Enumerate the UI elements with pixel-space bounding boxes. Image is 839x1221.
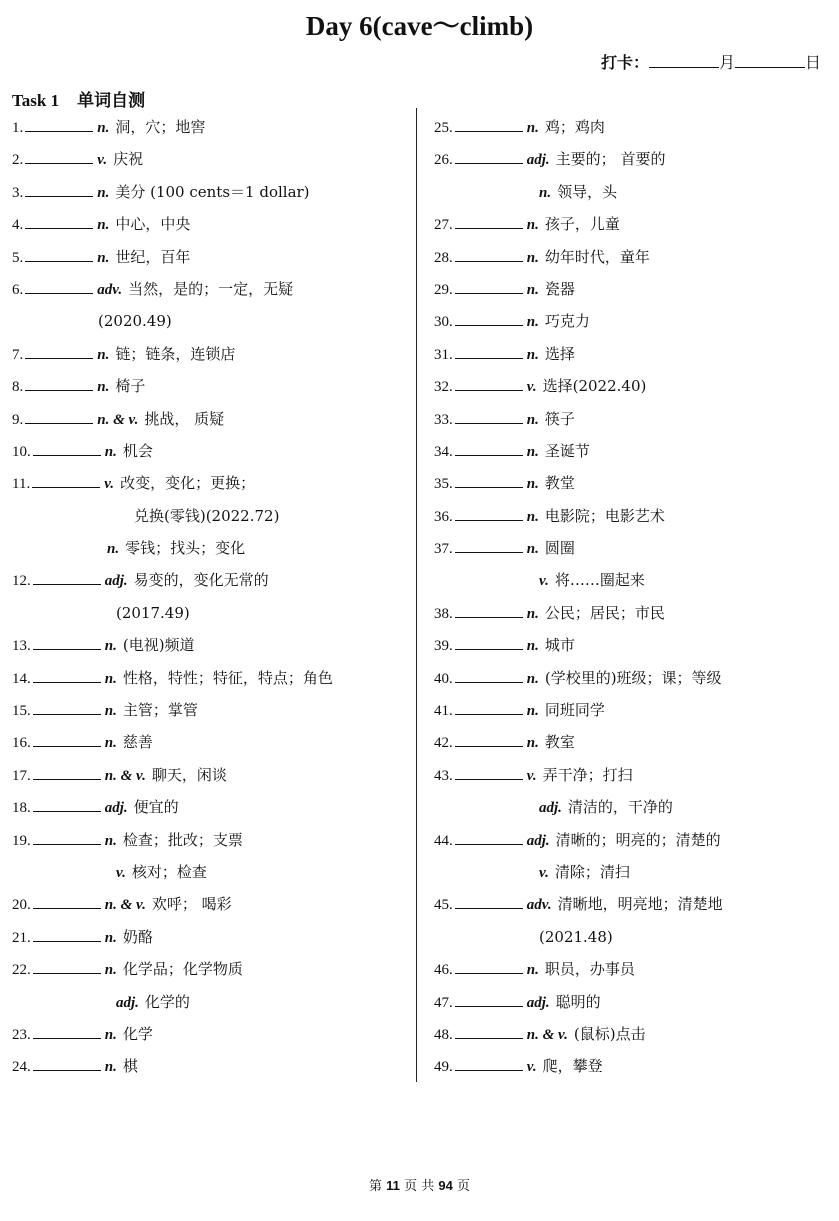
vocab-item: [12, 439, 407, 471]
item-number: 38.: [434, 605, 453, 622]
item-number: 47.: [434, 994, 453, 1011]
vocab-item: [12, 1022, 407, 1054]
answer-blank[interactable]: [455, 700, 523, 715]
part-of-speech: n.: [97, 379, 110, 396]
part-of-speech: v.: [526, 1059, 537, 1076]
item-number: 4.: [12, 217, 24, 234]
answer-blank[interactable]: [455, 376, 523, 391]
part-of-speech: v.: [526, 379, 537, 396]
part-of-speech: v.: [116, 864, 126, 881]
answer-blank[interactable]: [455, 311, 523, 326]
part-of-speech: v.: [526, 767, 537, 784]
part-of-speech: adj.: [526, 832, 550, 849]
part-of-speech: n.: [526, 476, 539, 493]
word-meaning: 挑战， 质疑: [144, 409, 225, 428]
part-of-speech: n.: [97, 184, 110, 201]
word-meaning: 城市: [544, 636, 575, 655]
word-meaning: 领导，头: [557, 182, 618, 201]
word-meaning: 当然，是的；一定，无疑: [128, 279, 294, 298]
word-meaning: 幼年时代，童年: [544, 247, 650, 266]
vocab-item: [12, 957, 407, 989]
word-meaning: 教堂: [544, 474, 575, 493]
page-title: Day 6(cave～climb): [305, 11, 534, 41]
answer-blank[interactable]: [33, 765, 101, 780]
item-number: 37.: [434, 541, 453, 558]
vocab-item: [12, 698, 407, 730]
vocab-item: [434, 115, 829, 147]
part-of-speech: n.: [104, 832, 117, 849]
item-number: 48.: [434, 1026, 453, 1043]
answer-blank[interactable]: [33, 894, 101, 909]
answer-blank[interactable]: [33, 797, 101, 812]
answer-blank[interactable]: [33, 570, 101, 585]
word-meaning: 瓷器: [544, 279, 575, 298]
vocab-item-continuation: [434, 180, 829, 212]
vocab-item-continuation: [434, 568, 829, 600]
vocab-item: [434, 1022, 829, 1054]
answer-blank[interactable]: [33, 1024, 101, 1039]
word-meaning: (学校里的)班级；课；等级: [544, 668, 722, 687]
word-meaning: 教室: [544, 733, 575, 752]
vocab-item-continuation: [434, 925, 829, 957]
word-meaning: 零钱；找头；变化: [125, 539, 246, 558]
word-meaning: 化学: [122, 1024, 153, 1043]
footer-page-number: 11: [386, 1178, 400, 1193]
vocab-item: [434, 698, 829, 730]
vocab-item: [434, 990, 829, 1022]
word-meaning: 孩子，儿童: [544, 215, 620, 234]
part-of-speech: n.: [526, 638, 539, 655]
vocab-item: [434, 342, 829, 374]
item-number: 5.: [12, 249, 24, 266]
word-meaning: 改变，变化；更换；: [120, 474, 256, 493]
part-of-speech: adj.: [104, 800, 128, 817]
word-meaning: 世纪，百年: [115, 247, 191, 266]
left-column: [12, 115, 407, 1087]
word-meaning: 奶酪: [122, 927, 153, 946]
answer-blank[interactable]: [25, 149, 93, 164]
answer-blank[interactable]: [455, 603, 523, 618]
vocab-item: [12, 892, 407, 924]
month-blank[interactable]: [649, 53, 719, 68]
part-of-speech: n.: [526, 217, 539, 234]
item-number: 41.: [434, 703, 453, 720]
vocab-item: [434, 147, 829, 179]
item-number: 17.: [12, 767, 31, 784]
vocab-item: [434, 633, 829, 665]
item-number: 14.: [12, 670, 31, 687]
word-meaning: 职员，办事员: [544, 960, 635, 979]
vocab-item: [434, 828, 829, 860]
word-meaning: 聊天，闲谈: [151, 765, 227, 784]
answer-blank[interactable]: [33, 732, 101, 747]
item-number: 40.: [434, 670, 453, 687]
item-number: 15.: [12, 703, 31, 720]
item-number: 46.: [434, 962, 453, 979]
month-label: 月: [718, 53, 735, 72]
word-meaning: 同班同学: [544, 701, 605, 720]
item-number: 29.: [434, 281, 453, 298]
vocab-item: [12, 342, 407, 374]
vocab-item: [434, 601, 829, 633]
vocab-item: [12, 666, 407, 698]
item-number: 35.: [434, 476, 453, 493]
answer-blank[interactable]: [455, 473, 523, 488]
vocab-item: [434, 309, 829, 341]
vocab-item: [434, 504, 829, 536]
word-meaning: 主管；掌管: [122, 701, 198, 720]
word-meaning: 便宜的: [133, 798, 179, 817]
part-of-speech: n.: [526, 508, 539, 525]
part-of-speech: v.: [97, 152, 108, 169]
vocab-item: [12, 115, 407, 147]
right-column: [434, 115, 829, 1087]
vocab-item: [12, 568, 407, 600]
item-number: 10.: [12, 443, 31, 460]
footer-prefix: 第: [369, 1179, 383, 1194]
word-meaning: 筷子: [544, 409, 575, 428]
item-number: 33.: [434, 411, 453, 428]
answer-blank[interactable]: [455, 247, 523, 262]
part-of-speech: n.: [97, 346, 110, 363]
part-of-speech: adj.: [526, 152, 550, 169]
word-meaning: 化学的: [144, 992, 190, 1011]
word-meaning: 清除；清扫: [554, 862, 630, 881]
part-of-speech: adj.: [526, 994, 550, 1011]
part-of-speech: n.: [107, 541, 120, 558]
column-divider: [416, 108, 417, 1082]
word-meaning: 洞，穴；地窖: [115, 118, 206, 136]
part-of-speech: n.: [526, 670, 539, 687]
answer-blank[interactable]: [455, 214, 523, 229]
part-of-speech: n. & v.: [526, 1026, 568, 1043]
vocab-item-continuation: [12, 990, 407, 1022]
word-meaning: 核对；检查: [131, 862, 207, 881]
vocab-item: [12, 374, 407, 406]
part-of-speech: n.: [539, 184, 552, 201]
part-of-speech: adj.: [539, 800, 562, 817]
answer-blank[interactable]: [455, 992, 523, 1007]
word-meaning: 机会: [122, 441, 153, 460]
answer-blank[interactable]: [455, 538, 523, 553]
part-of-speech: n.: [104, 1026, 117, 1043]
word-meaning: 选择: [544, 344, 575, 363]
vocab-item: [434, 439, 829, 471]
word-meaning: 庆祝: [113, 150, 144, 169]
word-meaning: 椅子: [115, 377, 146, 396]
answer-blank[interactable]: [455, 409, 523, 424]
part-of-speech: n.: [526, 541, 539, 558]
vocab-item: [434, 730, 829, 762]
vocab-item: [12, 730, 407, 762]
word-meaning: 清晰的；明亮的；清楚的: [555, 830, 721, 849]
vocab-item-continuation: [12, 860, 407, 892]
answer-blank[interactable]: [455, 894, 523, 909]
footer-total-pages: 94: [438, 1178, 453, 1193]
word-meaning: 棋: [122, 1057, 138, 1076]
answer-blank[interactable]: [455, 830, 523, 845]
answer-blank[interactable]: [455, 959, 523, 974]
part-of-speech: n.: [526, 120, 539, 136]
vocab-item-continuation: [434, 795, 829, 827]
word-meaning: 易变的，变化无常的: [133, 571, 269, 590]
item-number: 36.: [434, 508, 453, 525]
item-number: 24.: [12, 1059, 31, 1076]
part-of-speech: n.: [104, 670, 117, 687]
answer-blank[interactable]: [32, 473, 100, 488]
vocab-item: [434, 374, 829, 406]
word-meaning: 检查；批改；支票: [122, 830, 243, 849]
answer-blank[interactable]: [455, 441, 523, 456]
vocab-item: [434, 245, 829, 277]
part-of-speech: n.: [526, 443, 539, 460]
word-meaning: 美分 (100 cents＝1 dollar): [115, 182, 310, 201]
part-of-speech: n.: [104, 703, 117, 720]
vocab-item: [12, 212, 407, 244]
vocab-item-continuation: [12, 536, 407, 568]
item-number: 16.: [12, 735, 31, 752]
item-number: 45.: [434, 897, 453, 914]
answer-blank[interactable]: [33, 700, 101, 715]
vocab-item: [12, 1054, 407, 1086]
item-number: 26.: [434, 152, 453, 169]
item-number: 18.: [12, 800, 31, 817]
item-number: 20.: [12, 897, 31, 914]
vocab-item: [12, 471, 407, 503]
item-number: 31.: [434, 346, 453, 363]
answer-blank[interactable]: [25, 182, 93, 197]
word-meaning: 主要的； 首要的: [555, 150, 666, 169]
answer-blank[interactable]: [25, 409, 93, 424]
footer-suffix: 页: [456, 1179, 470, 1194]
answer-blank[interactable]: [455, 117, 523, 132]
item-number: 27.: [434, 217, 453, 234]
word-meaning: 选择(2022.40): [542, 377, 647, 396]
word-meaning: (2021.48): [539, 927, 613, 946]
vocab-item: [434, 892, 829, 924]
word-meaning: (鼠标)点击: [573, 1024, 646, 1043]
part-of-speech: n.: [97, 249, 110, 266]
checkin-label: 打卡：: [600, 53, 649, 72]
word-meaning: 欢呼； 喝彩: [151, 895, 232, 914]
word-meaning: 清晰地，明亮地；清楚地: [557, 895, 723, 914]
item-number: 3.: [12, 184, 24, 201]
part-of-speech: n.: [526, 249, 539, 266]
part-of-speech: n.: [526, 346, 539, 363]
answer-blank[interactable]: [455, 344, 523, 359]
checkin-line: [601, 50, 821, 73]
word-meaning: (2020.49): [98, 312, 172, 331]
vocab-item: [434, 277, 829, 309]
word-meaning: 兑换(零钱)(2022.72): [134, 506, 280, 525]
part-of-speech: n.: [104, 638, 117, 655]
vocab-item: [12, 277, 407, 309]
vocab-item: [12, 763, 407, 795]
part-of-speech: n. & v.: [104, 767, 146, 784]
answer-blank[interactable]: [455, 506, 523, 521]
answer-blank[interactable]: [33, 668, 101, 683]
part-of-speech: n.: [526, 605, 539, 622]
vocab-item: [12, 147, 407, 179]
vocab-item: [12, 795, 407, 827]
word-meaning: 鸡；鸡肉: [544, 118, 605, 136]
word-meaning: 巧克力: [544, 312, 590, 331]
word-meaning: 圆圈: [544, 539, 575, 558]
vocab-item: [434, 1054, 829, 1086]
task-title: 单词自测: [77, 91, 146, 111]
part-of-speech: n.: [526, 281, 539, 298]
page-footer: [0, 1175, 839, 1194]
part-of-speech: n.: [104, 929, 117, 946]
part-of-speech: n.: [526, 962, 539, 979]
vocab-item-continuation: [434, 860, 829, 892]
task-number: Task 1: [12, 91, 60, 110]
vocab-item: [434, 212, 829, 244]
vocab-item-continuation: [12, 504, 407, 536]
part-of-speech: n. & v.: [104, 897, 146, 914]
answer-blank[interactable]: [455, 635, 523, 650]
item-number: 44.: [434, 832, 453, 849]
answer-blank[interactable]: [455, 668, 523, 683]
task-heading: [12, 86, 145, 111]
vocab-item: [434, 407, 829, 439]
item-number: 2.: [12, 152, 24, 169]
part-of-speech: adj.: [104, 573, 128, 590]
answer-blank[interactable]: [455, 732, 523, 747]
item-number: 13.: [12, 638, 31, 655]
part-of-speech: adv.: [97, 281, 123, 298]
part-of-speech: n.: [104, 962, 117, 979]
word-meaning: 慈善: [122, 733, 153, 752]
item-number: 19.: [12, 832, 31, 849]
answer-blank[interactable]: [33, 441, 101, 456]
word-meaning: 性格，特性；特征，特点；角色: [122, 668, 333, 687]
item-number: 32.: [434, 379, 453, 396]
part-of-speech: n.: [97, 120, 110, 136]
vocab-item: [12, 828, 407, 860]
word-meaning: 化学品；化学物质: [122, 960, 243, 979]
vocab-item: [12, 925, 407, 957]
word-meaning: 圣诞节: [544, 441, 590, 460]
answer-blank[interactable]: [25, 344, 93, 359]
item-number: 11.: [12, 476, 31, 493]
word-meaning: 中心，中央: [115, 215, 191, 234]
word-meaning: 爬，攀登: [542, 1057, 603, 1076]
vocab-item: [12, 245, 407, 277]
item-number: 30.: [434, 314, 453, 331]
word-meaning: 电影院；电影艺术: [544, 506, 665, 525]
item-number: 7.: [12, 346, 24, 363]
item-number: 9.: [12, 411, 24, 428]
answer-blank[interactable]: [455, 765, 523, 780]
item-number: 21.: [12, 929, 31, 946]
vocab-item: [12, 407, 407, 439]
vocab-item-continuation: [12, 309, 407, 341]
word-meaning: 链；链条，连锁店: [115, 344, 236, 363]
vocab-item: [434, 471, 829, 503]
item-number: 42.: [434, 735, 453, 752]
word-meaning: 公民；居民；市民: [544, 603, 665, 622]
answer-blank[interactable]: [455, 1056, 523, 1071]
part-of-speech: v.: [539, 573, 549, 590]
part-of-speech: n.: [104, 443, 117, 460]
day-blank[interactable]: [735, 53, 805, 68]
item-number: 8.: [12, 379, 24, 396]
part-of-speech: n.: [526, 703, 539, 720]
answer-blank[interactable]: [25, 214, 93, 229]
answer-blank[interactable]: [455, 1024, 523, 1039]
word-meaning: (2017.49): [116, 603, 190, 622]
part-of-speech: n.: [104, 1059, 117, 1076]
word-meaning: 将……圈起来: [554, 571, 645, 590]
item-number: 34.: [434, 443, 453, 460]
vocab-item: [434, 666, 829, 698]
vocab-item: [12, 633, 407, 665]
item-number: 12.: [12, 573, 31, 590]
item-number: 43.: [434, 767, 453, 784]
item-number: 39.: [434, 638, 453, 655]
answer-blank[interactable]: [33, 1056, 101, 1071]
part-of-speech: adj.: [116, 994, 139, 1011]
answer-blank[interactable]: [33, 959, 101, 974]
vocab-item: [434, 536, 829, 568]
word-meaning: 聪明的: [555, 992, 601, 1011]
part-of-speech: v.: [539, 864, 549, 881]
part-of-speech: n.: [104, 735, 117, 752]
part-of-speech: adv.: [526, 897, 552, 914]
answer-blank[interactable]: [25, 247, 93, 262]
answer-blank[interactable]: [33, 635, 101, 650]
answer-blank[interactable]: [25, 376, 93, 391]
item-number: 25.: [434, 120, 453, 136]
item-number: 49.: [434, 1059, 453, 1076]
answer-blank[interactable]: [455, 149, 523, 164]
item-number: 28.: [434, 249, 453, 266]
part-of-speech: n.: [526, 735, 539, 752]
vocab-item: [434, 957, 829, 989]
item-number: 23.: [12, 1026, 31, 1043]
item-number: 22.: [12, 962, 31, 979]
vocab-item: [12, 180, 407, 212]
item-number: 1.: [12, 120, 24, 136]
answer-blank[interactable]: [33, 830, 101, 845]
part-of-speech: n.: [97, 217, 110, 234]
answer-blank[interactable]: [455, 279, 523, 294]
vocab-item: [434, 763, 829, 795]
part-of-speech: n. & v.: [97, 411, 139, 428]
part-of-speech: v.: [104, 476, 115, 493]
footer-middle: 页 共: [404, 1179, 435, 1194]
word-meaning: 弄干净；打扫: [542, 765, 633, 784]
word-meaning: 清洁的，干净的: [567, 798, 673, 817]
part-of-speech: n.: [526, 314, 539, 331]
answer-blank[interactable]: [25, 279, 93, 294]
day-label: 日: [804, 53, 821, 72]
vocab-item-continuation: [12, 601, 407, 633]
answer-blank[interactable]: [25, 117, 93, 132]
part-of-speech: n.: [526, 411, 539, 428]
answer-blank[interactable]: [33, 927, 101, 942]
item-number: 6.: [12, 281, 24, 298]
word-meaning: (电视)频道: [122, 636, 195, 655]
